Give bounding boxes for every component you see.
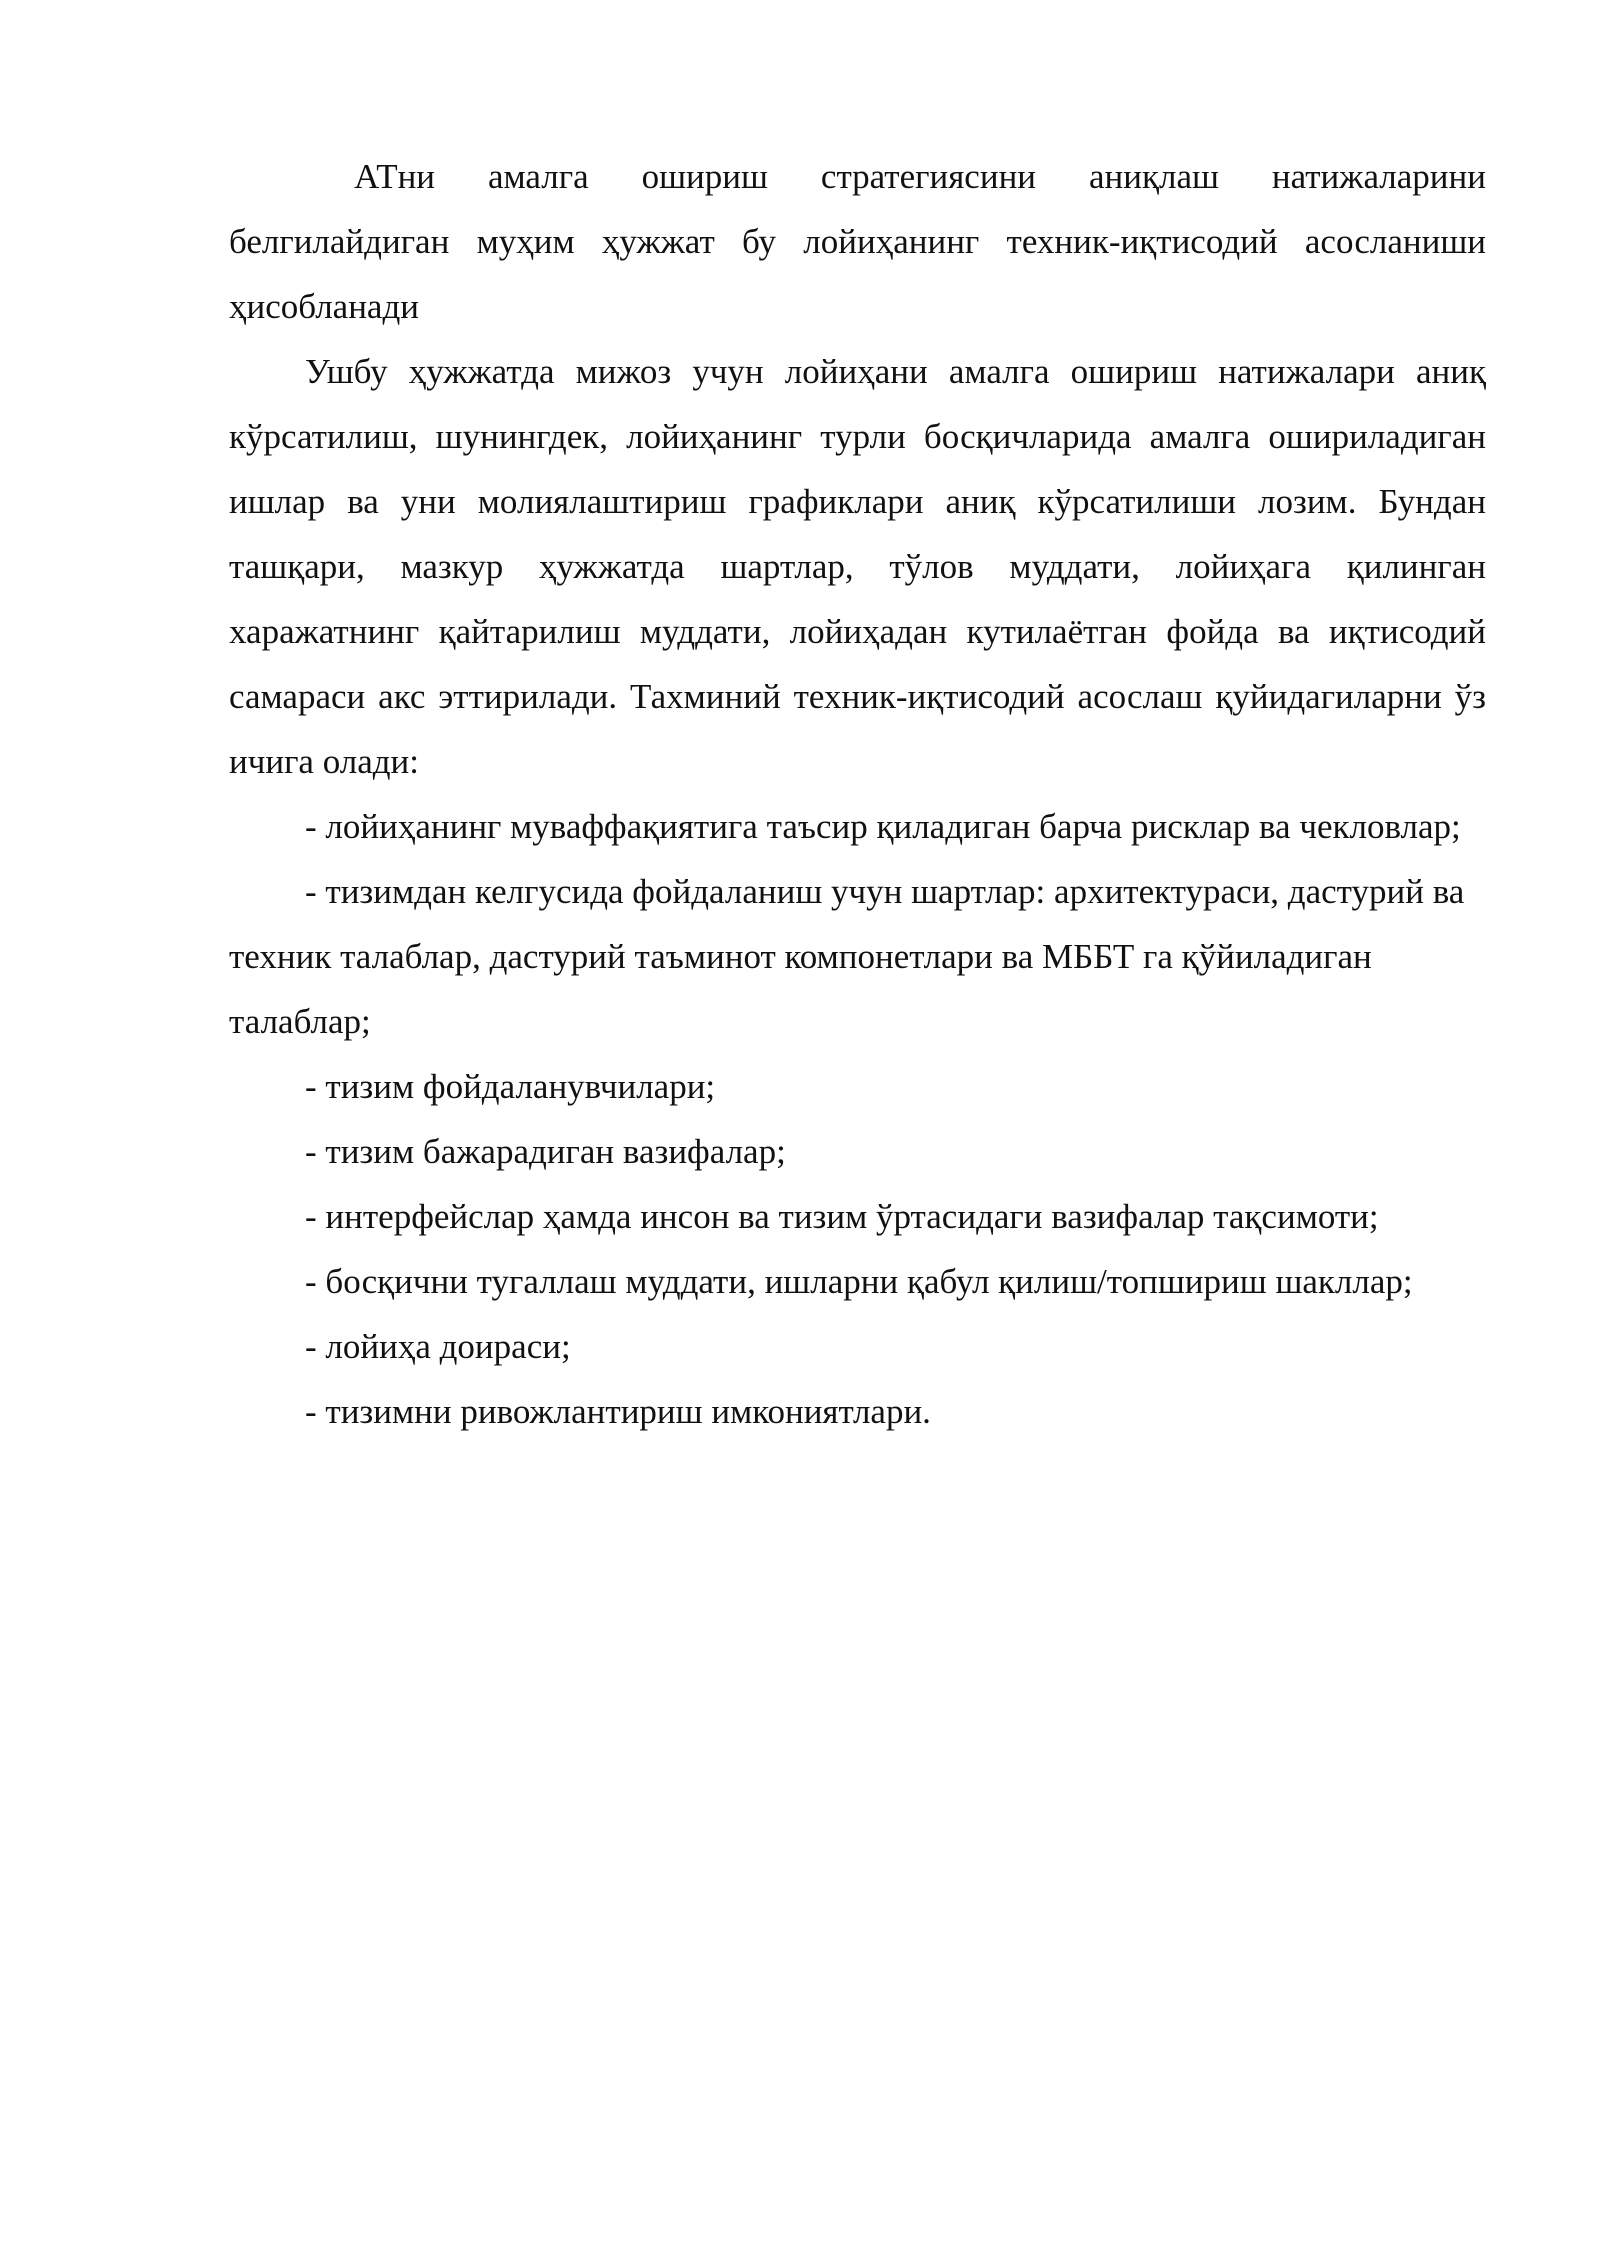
list-item: - лойиҳанинг муваффақиятига таъсир қиладиган барча рисклар ва чекловлар; [305,807,1461,846]
list-item: - босқични тугаллаш муддати, ишларни қабул қилиш/топшириш шакллар; [305,1262,1413,1301]
paragraph-main: Ушбу ҳужжатда мижоз учун лойиҳани амалга ошириш натижалари аниқ кўрсатилиш, шунингдек, лойиҳанинг турли босқичларида амалга ошириладиган ишлар ва уни молиялаштириш графиклари аниқ кўрсатилиши лозим. Бундан ташқари, мазкур ҳужжатда шартлар, тўлов муддати, лойиҳага қилинган харажатнинг қайтарилиш муддати, лойиҳадан кутилаётган фойда ва иқтисодий самараси акс эттирилади. Тахминий техник-иқтисодий асослаш қуйидагиларни ўз ичига олади: [229,352,1486,781]
list-item: - лойиҳа доираси; [305,1327,571,1366]
list-item: - интерфейслар ҳамда инсон ва тизим ўртасидаги вазифалар тақсимоти; [305,1197,1379,1236]
list-item: - тизим бажарадиган вазифалар; [305,1132,786,1171]
paragraph-intro: АТни амалга ошириш стратегиясини аниқлаш натижаларини белгилайдиган муҳим ҳужжат бу лойиҳанинг техник-иқтисодий асосланиши ҳисобланади [229,157,1486,326]
list-item: - тизимни ривожлантириш имкониятлари. [305,1392,931,1431]
list-item: - тизимдан келгусида фойдаланиш учун шартлар: архитектураси, дастурий ва техник талаблар, дастурий таъминот компонетлари ва МББТ га қўйиладиган талаблар; [229,872,1465,1041]
list-item: - тизим фойдаланувчилари; [305,1067,716,1106]
document-body [229,144,1486,1444]
